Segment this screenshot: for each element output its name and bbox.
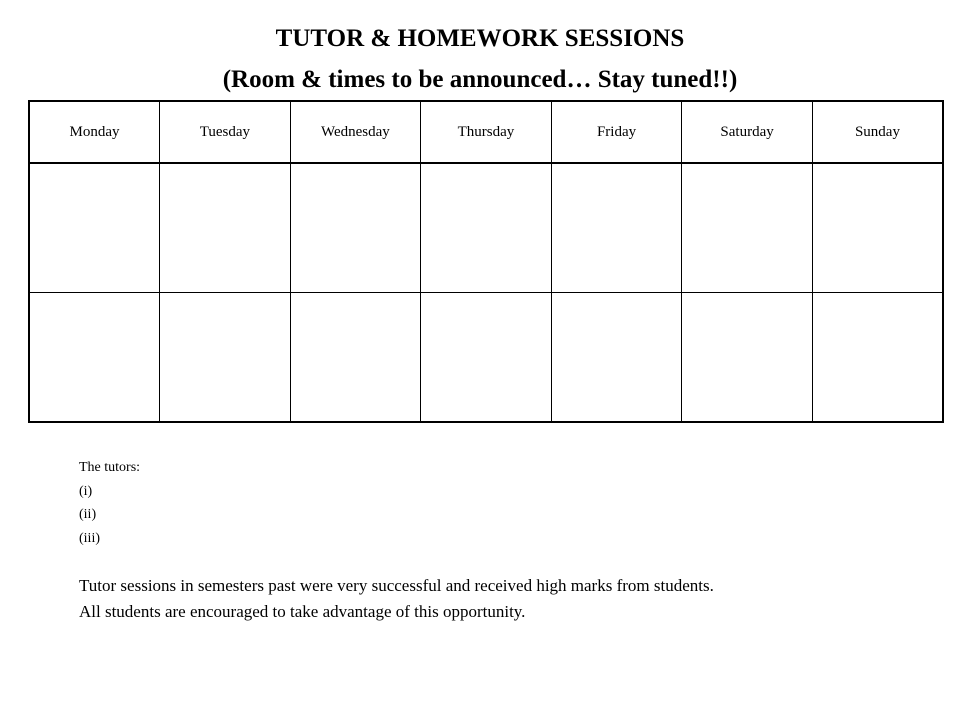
schedule-cell [290, 163, 421, 293]
day-header-thursday: Thursday [421, 101, 552, 163]
schedule-cell [29, 163, 160, 293]
page-subtitle: (Room & times to be announced… Stay tuned!!) [222, 66, 738, 93]
day-header-saturday: Saturday [682, 101, 813, 163]
notes-line: All students are encouraged to take advantage of this opportunity. [79, 602, 526, 621]
schedule-cell [290, 293, 421, 423]
page-title: TUTOR & HOMEWORK SESSIONS [275, 25, 685, 52]
schedule-header-row [29, 101, 943, 163]
day-header-monday: Monday [29, 101, 160, 163]
day-header-tuesday: Tuesday [160, 101, 291, 163]
day-header-sunday: Sunday [812, 101, 943, 163]
schedule-row [29, 163, 943, 293]
tutor-item: (iii) [79, 530, 100, 546]
tutor-item: (i) [79, 483, 93, 499]
schedule-cell [551, 163, 682, 293]
day-header-wednesday: Wednesday [290, 101, 421, 163]
schedule-table [28, 100, 944, 423]
schedule-cell [682, 293, 813, 423]
tutor-item: (ii) [79, 507, 97, 522]
schedule-row [29, 293, 943, 423]
schedule-cell [421, 163, 552, 293]
schedule-cell [160, 293, 291, 423]
notes-paragraph [79, 573, 714, 625]
schedule-cell [812, 293, 943, 423]
schedule-cell [421, 293, 552, 423]
notes-line: Tutor sessions in semesters past were very successful and received high marks from students. [79, 576, 714, 595]
schedule-cell [812, 163, 943, 293]
tutors-list [79, 456, 140, 550]
schedule-cell [551, 293, 682, 423]
schedule-cell [160, 163, 291, 293]
day-header-friday: Friday [551, 101, 682, 163]
tutors-heading: The tutors: [79, 460, 141, 475]
schedule-cell [682, 163, 813, 293]
schedule-cell [29, 293, 160, 423]
